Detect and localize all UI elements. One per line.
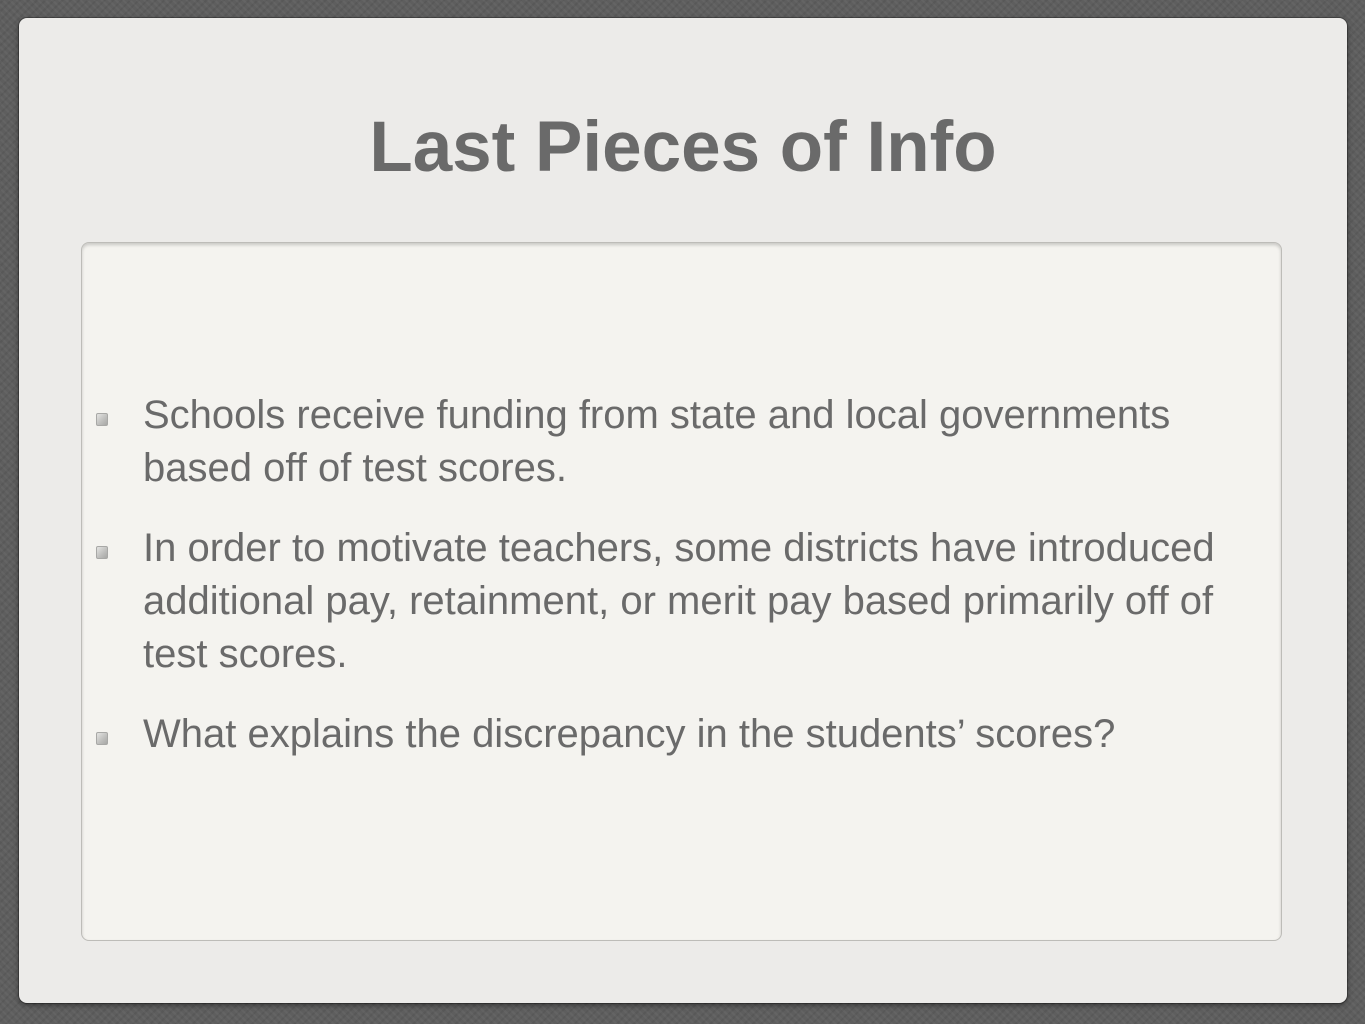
- square-bullet-icon: [96, 413, 108, 426]
- bullet-text: In order to motivate teachers, some districts have introduced additional pay, retainment, or merit pay based primarily off of test scores.: [143, 526, 1215, 676]
- slide: [19, 18, 1347, 1003]
- bullet-text: What explains the discrepancy in the students’ scores?: [143, 712, 1116, 756]
- bullet-text: Schools receive funding from state and local governments based off of test scores.: [143, 393, 1171, 490]
- bullet-list: [82, 389, 1281, 788]
- bullet-item: [82, 708, 1281, 761]
- content-panel: [81, 242, 1282, 941]
- bullet-item: [82, 522, 1281, 681]
- slide-title: Last Pieces of Info: [369, 108, 997, 187]
- square-bullet-icon: [96, 546, 108, 559]
- bullet-item: [82, 389, 1281, 495]
- square-bullet-icon: [96, 732, 108, 745]
